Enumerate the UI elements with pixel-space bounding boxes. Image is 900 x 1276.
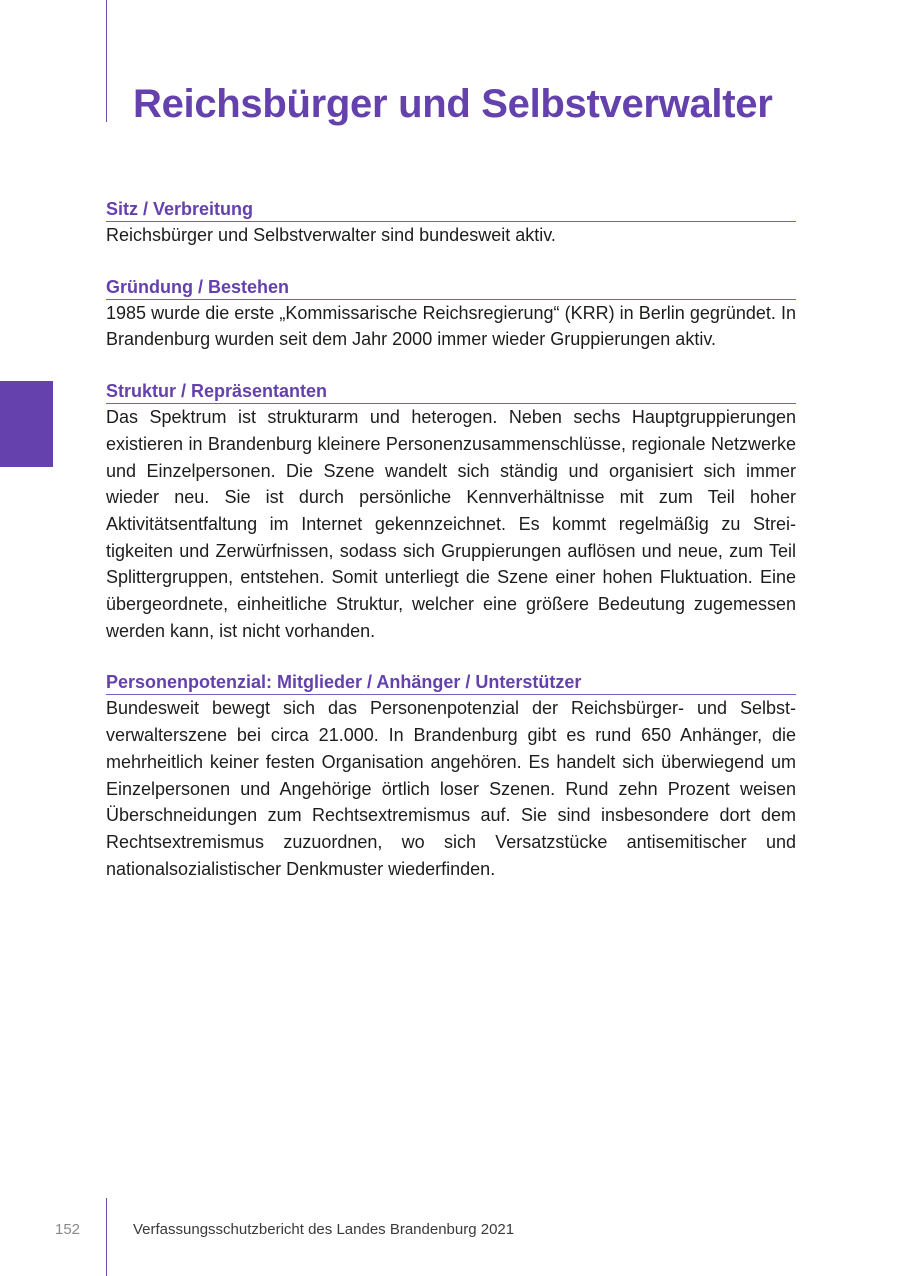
section-text: Reichsbürger und Selbstverwalter sind bundesweit aktiv. bbox=[106, 225, 556, 245]
chapter-tab-marker bbox=[0, 381, 53, 467]
section-heading: Struktur / Repräsentanten bbox=[106, 379, 796, 404]
section-text: 1985 wurde die erste „Kommissarische Reichsregierung“ (KRR) in Berlin gegründet. In Brandenburg wurden seit dem Jahr 2000 immer wieder Gruppierungen aktiv. bbox=[106, 302, 796, 350]
page-number: 152 bbox=[55, 1221, 81, 1238]
section-text: Das Spektrum ist strukturarm und heterogen. Neben sechs Hauptgruppierungen existieren in Brandenburg kleinere Personenzusammenschlüsse, regionale Netzwerke und Einzelpersonen. Die Szene wandelt sich ständig und organisiert sich immer wieder neu. Sie ist durch persönliche Kennverhältnisse mit zum Teil hoher Aktivitätsentfaltung im Internet gekennzeichnet. Es kommt regelmäßig zu Streitigkeiten und Zerwürfnissen, sodass sich Gruppierungen auflösen und neue, zum Teil Splittergruppen, entstehen. Somit unterliegt die Szene einer hohen Fluktuation. Eine übergeordnete, einheitliche Struktur, welcher eine größere Bedeutung zugemessen werden kann, ist nicht vorhanden. bbox=[106, 407, 796, 641]
header-rule bbox=[106, 0, 107, 122]
section-text: Bundesweit bewegt sich das Personenpotenzial der Reichsbürger- und Selbstverwalterszene bei circa 21.000. In Brandenburg gibt es rund 650 Anhänger, die mehrheitlich keiner festen Organisation angehören. Es handelt sich überwiegend um Einzelpersonen und Angehörige örtlich loser Szenen. Rund zehn Prozent weisen Überschneidungen zum Rechtsextremismus auf. Sie sind insbesondere dort dem Rechtsextremismus zuzuordnen, wo sich Versatzstücke antisemitischer und nationalsozialistischer Denkmuster wiederfinden. bbox=[106, 698, 796, 879]
page-title: Reichsbürger und Selbstverwalter bbox=[133, 82, 773, 126]
document-body bbox=[106, 197, 796, 908]
footer-publication-title: Verfassungsschutzbericht des Landes Brandenburg 2021 bbox=[133, 1221, 515, 1238]
section-heading: Gründung / Bestehen bbox=[106, 275, 796, 300]
section-personenpotenzial bbox=[106, 670, 796, 882]
section-heading: Sitz / Verbreitung bbox=[106, 197, 796, 222]
section-sitz-verbreitung bbox=[106, 197, 796, 249]
section-struktur-repraesentanten bbox=[106, 379, 796, 644]
footer-rule bbox=[106, 1198, 107, 1276]
section-heading: Personenpotenzial: Mitglieder / Anhänger / Unterstützer bbox=[106, 670, 796, 695]
section-gruendung-bestehen bbox=[106, 275, 796, 353]
